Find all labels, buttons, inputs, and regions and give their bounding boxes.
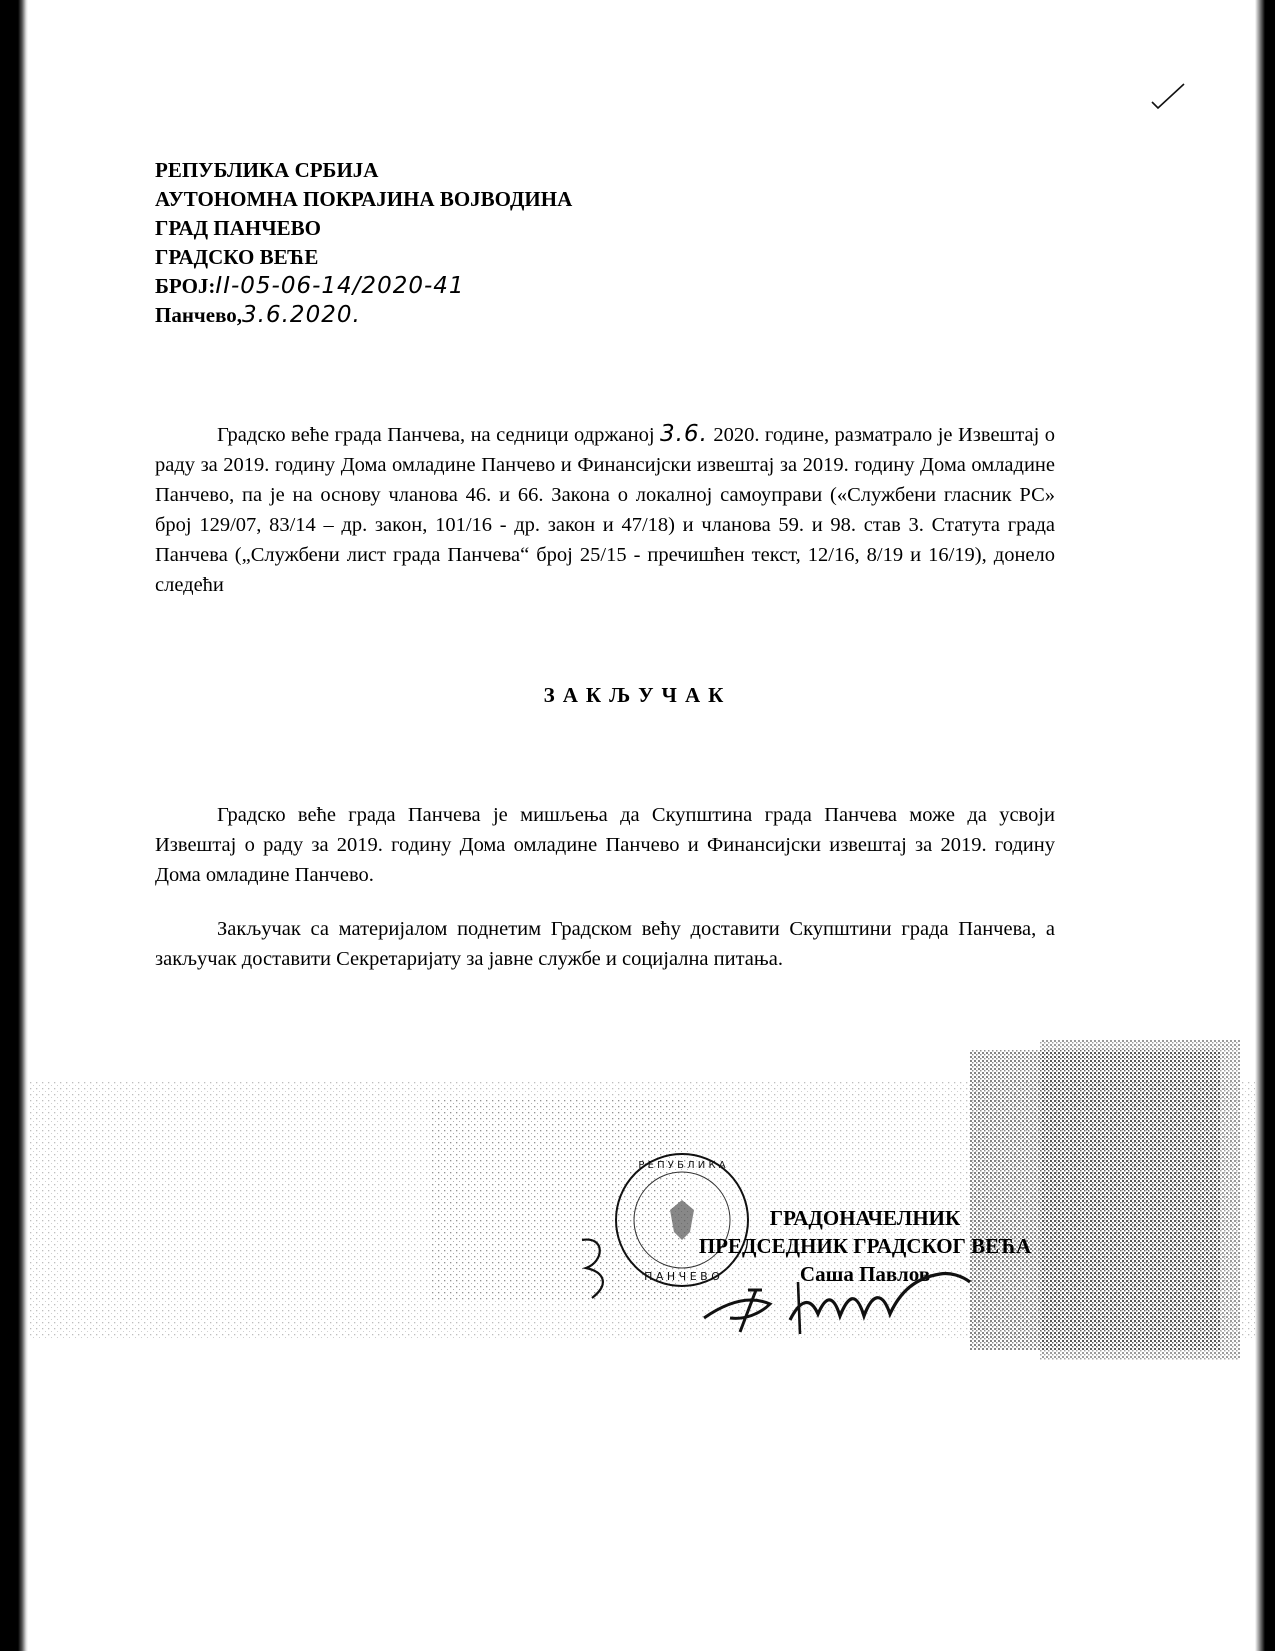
handwritten-signature: [700, 1260, 990, 1340]
conclusion-paragraph-2: [155, 914, 1055, 974]
intro-handwritten-date: 3.6.: [660, 421, 708, 447]
conclusion-text-2: Закључак са материјалом поднетим Градском већу доставити Скупштини града Панчева, а закључак доставити Секретаријату за јавне службе и социјална питања.: [155, 918, 1055, 970]
checkmark-icon: [1150, 82, 1186, 112]
document-number: [155, 272, 572, 301]
handwritten-initial: [576, 1232, 616, 1302]
document-header: [155, 156, 572, 330]
svg-text:Р Е П У Б Л И К А: Р Е П У Б Л И К А: [638, 1160, 726, 1171]
header-province: АУТОНОМНА ПОКРАЈИНА ВОЈВОДИНА: [155, 187, 573, 211]
place-label: Панчево,: [155, 303, 243, 327]
header-republic: РЕПУБЛИКА СРБИЈА: [155, 158, 379, 182]
number-handwritten: II-05-06-14/2020-41: [215, 273, 465, 299]
intro-text-end: 2020. године, разматрало је Извештај о раду за 2019. годину Дома омладине Панчево и Финансијски извештај за 2019. годину Дома омладине Панчево, па је на основу чланова 46. и 66. Закона о локалној самоуправи («Службени гласник РС» број 129/07, 83/14 – др. закон, 101/16 - др. закон и 47/18) и чланова 59. и 98. став 3. Статута града Панчева („Службени лист града Панчева“ број 25/15 - пречишћен текст, 12/16, 8/19 и 16/19), донело следећи: [155, 424, 1056, 596]
svg-text:П А Н Ч Е В О: П А Н Ч Е В О: [644, 1270, 720, 1283]
header-city: ГРАД ПАНЧЕВО: [155, 216, 321, 240]
conclusion-text-1: Градско веће града Панчева је мишљења да Скупштина града Панчева може да усвоји Извештај о раду за 2019. годину Дома омладине Панчево и Финансијски извештај за 2019. годину Дома омладине Панчево.: [155, 804, 1055, 886]
signatory-title-president: ПРЕДСЕДНИК ГРАДСКОГ ВЕЋА: [698, 1234, 1032, 1258]
document-date: [155, 301, 572, 330]
intro-paragraph: [155, 419, 1055, 600]
signatory-title-mayor: ГРАДОНАЧЕЛНИК: [769, 1206, 961, 1230]
header-council: ГРАДСКО ВЕЋЕ: [155, 245, 319, 269]
conclusion-paragraph-1: [155, 800, 1055, 890]
intro-text-start: Градско веће града Панчева, на седници одржаној: [217, 424, 655, 446]
signatory-name: Саша Павлов: [799, 1262, 931, 1286]
document-title: ЗАКЉУЧАК: [543, 683, 732, 707]
date-handwritten: 3.6.2020.: [242, 302, 361, 328]
number-label: БРОЈ:: [155, 274, 216, 298]
